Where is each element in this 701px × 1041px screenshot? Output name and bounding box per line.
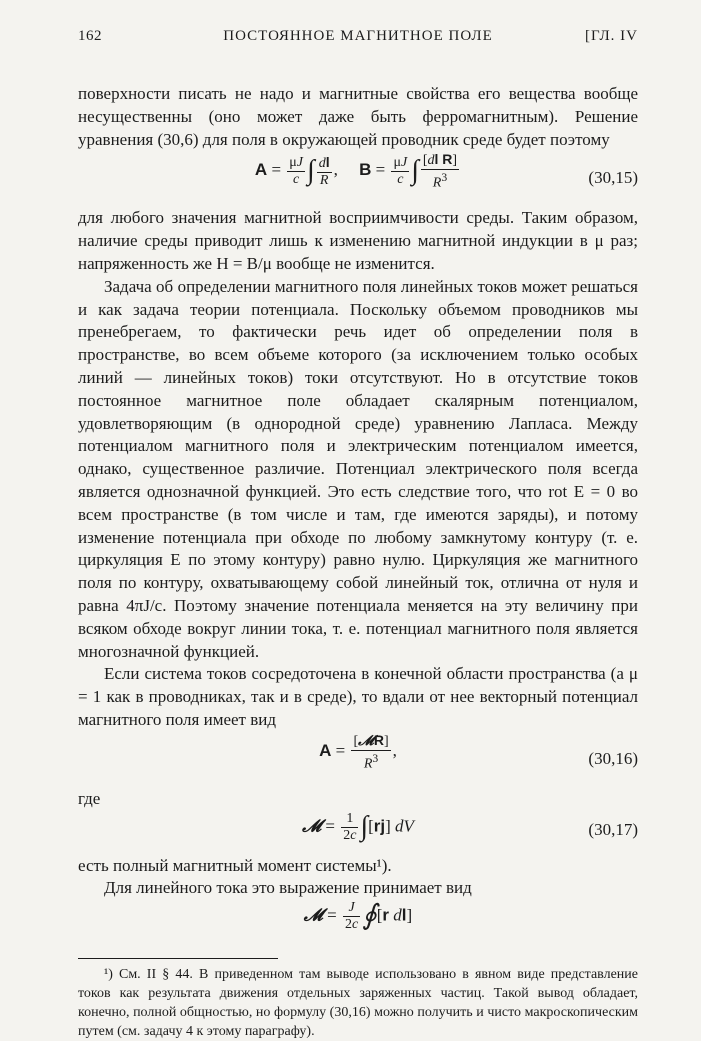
chapter-label: [ГЛ. IV xyxy=(584,28,638,44)
equation-30-17 xyxy=(78,811,638,855)
footnote: ¹) См. II § 44. В приведенном там выводе использовано в явном виде представление токов как результата движения отдельных заряженных частиц. Такой вывод обладает, конечно, полной общностью, но формулу (30,16) можно получить и чисто макроскопическим путем (см. задачу 4 к этому параграфу). xyxy=(78,967,638,1040)
equation-line-current-formula: 𝓜 = $\frac{J}{2c}$ ∮[r dl] xyxy=(303,900,413,933)
equation-30-17-formula: 𝓜 = $\frac{1}{2c}$ ∫[rj] dV xyxy=(302,810,414,843)
page-body xyxy=(78,83,638,1041)
equation-number: (30,15) xyxy=(588,168,638,188)
paragraph-5: где xyxy=(78,788,101,808)
paragraph-6: есть полный магнитный момент системы¹). xyxy=(78,855,392,875)
equation-number: (30,16) xyxy=(588,748,638,768)
equation-30-16-formula: A = $\frac{\text{[𝓜R]}}{R^3}$ , xyxy=(319,731,397,772)
equation-30-15 xyxy=(78,151,638,207)
footnote-divider xyxy=(78,958,278,959)
equation-30-16 xyxy=(78,732,638,788)
paragraph-1: поверхности писать не надо и магнитные свойства его вещества вообще несущественны (оно может даже быть ферромагнитным). Решение уравнения (30,6) для поля в окружающей проводник среде будет поэтому xyxy=(78,84,638,149)
page xyxy=(78,28,638,1040)
paragraph-7: Для линейного тока это выражение принимает вид xyxy=(104,878,472,898)
equation-line-current xyxy=(78,900,638,944)
paragraph-4: Если система токов сосредоточена в конечной области пространства (а μ = 1 как в проводниках, так и в среде), то вдали от нее векторный потенциал магнитного поля имеет вид xyxy=(78,664,638,729)
paragraph-2: для любого значения магнитной восприимчивости среды. Таким образом, наличие среды приводит лишь к изменению магнитной индукции в μ раз; напряженность же H = B/μ вообще не изменится. xyxy=(78,208,638,273)
page-header xyxy=(78,28,638,50)
running-title: ПОСТОЯННОЕ МАГНИТНОЕ ПОЛЕ xyxy=(223,28,493,44)
paragraph-3: Задача об определении магнитного поля линейных токов может решаться и как задача теории потенциала. Поскольку объемом проводников мы пренебрегаем, то фактически речь идет об определении поля в пространстве, во всем объеме которого (за исключением только особых линий — линейных токов) токи отсутствуют. Но в отсутствие токов постоянное магнитное поле обладает скалярным потенциалом, удовлетворяющим (в однородной среде) уравнению Лапласа. Между потенциалом магнитного поля и электрическим потенциалом имеется, однако, существенное различие. Потенциал электрического поля всегда является однозначной функцией. Это есть следствие того, что rot E = 0 во всем пространстве (в том числе и там, где имеются заряды), и потому изменение потенциала при обходе по любому замкнутому контуру (т. е. циркуляция E по этому контуру) равно нулю. Циркуляция же магнитного поля по контуру, охватывающему собой линейный ток, отлична от нуля и равна 4πJ/c. Поэтому значение потенциала меняется на эту величину при всяком обходе вокруг линии тока, т. е. потенциал магнитного поля является многозначной функцией. xyxy=(78,276,638,661)
equation-30-15-formula: A = $\frac{\mu J}{c}$ ∫ $\frac{dl}{R}$ , B = $\frac{\mu J}{c}$ ∫ $\frac{\text{[dl R]}}{R^3}$ xyxy=(254,151,458,192)
page-number: 162 xyxy=(78,28,102,44)
equation-number: (30,17) xyxy=(588,819,638,839)
